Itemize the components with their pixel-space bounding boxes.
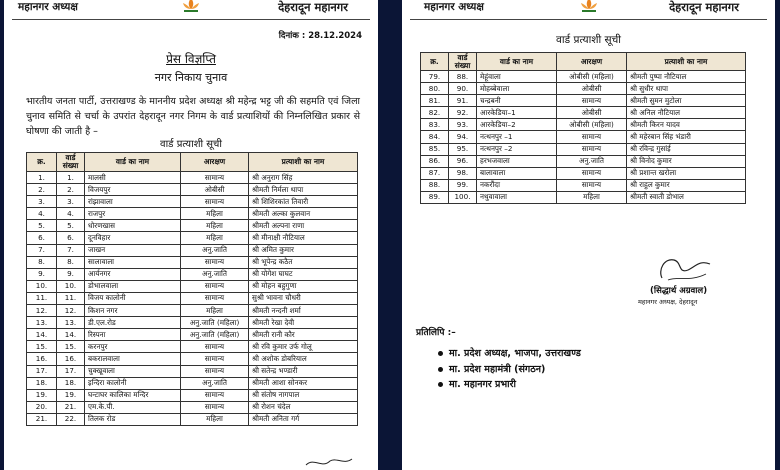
cell-ward-number: 11. [57,292,85,304]
cell-reservation: अनु.जाति [181,244,249,256]
cell-candidate: श्री अमित कुमार [249,244,358,256]
cell-candidate: श्री अनुराग सिंह [249,172,358,184]
cell-ward-number: 7. [57,244,85,256]
col-ward-name: वार्ड का नाम [85,153,181,172]
signature-mark [654,252,718,286]
cell-ward-name: हरभजवाला [477,155,557,167]
cell-candidate: श्रीमती अल्का कुलवान [249,208,358,220]
cell-ward-number: 22. [57,413,85,425]
cell-ward-number: 19. [57,389,85,401]
announcement-paragraph: भारतीय जनता पार्टी, उत्तराखण्ड के माननीय प्रदेश अध्यक्ष श्री महेन्द्र भट्ट जी की सहमति एवं जिला चुनाव समिति से चर्चा के उपरांत देहरादून नगर निगम के वार्ड प्रत्याशियों की निम्नलिखित प्रकार से घोषणा की जाती है – [26,96,360,137]
table-row [421,107,746,119]
letterhead-left-text: महानगर अध्यक्ष [18,1,78,13]
cell-serial: 9. [27,268,57,280]
letterhead [402,0,775,26]
cell-ward-number: 88. [449,71,477,83]
cell-reservation: महिला [181,208,249,220]
col-candidate-name: प्रत्याशी का नाम [249,153,358,172]
signatory-title: महानगर अध्यक्ष, देहरादून [638,298,698,306]
table-row [27,401,358,413]
cell-ward-name: आरकेडिया–2 [477,119,557,131]
cell-ward-number: 91. [449,95,477,107]
cell-ward-name: किशन नगर [85,305,181,317]
cell-serial: 83. [421,119,449,131]
cell-ward-name: एम.के.पी. [85,401,181,413]
letterhead [4,0,378,26]
cell-ward-name: मोहब्बेवाला [477,83,557,95]
cell-reservation: सामान्य [181,292,249,304]
col-reservation: आरक्षण [181,153,249,172]
cell-serial: 17. [27,365,57,377]
cell-candidate: श्रीमती अल्पना राणा [249,220,358,232]
cell-candidate: श्री रवि कुमार उर्फ गोलू [249,341,358,353]
col-reservation: आरक्षण [557,53,627,71]
table-row [27,232,358,244]
table-row [421,167,746,179]
cell-ward-name: चुक्खूवाला [85,365,181,377]
table-row [27,220,358,232]
cell-ward-name: आरकेडिया–1 [477,107,557,119]
cell-ward-number: 10. [57,280,85,292]
table-row [421,119,746,131]
cell-serial: 88. [421,179,449,191]
cell-ward-number: 95. [449,143,477,155]
cell-reservation: ओबीसी (महिला) [557,119,627,131]
cell-ward-number: 2. [57,184,85,196]
cell-candidate: श्रीमती निर्मला थापा [249,184,358,196]
ward-list-title: वार्ड प्रत्याशी सूची [160,139,222,150]
table-row [27,413,358,425]
party-lotus-logo-icon [578,0,600,14]
cell-ward-number: 21. [57,401,85,413]
cell-ward-name: तिलक रोड [85,413,181,425]
cc-item: मा. प्रदेश महामंत्री (संगठन) [438,362,545,375]
cell-candidate: श्री शिशिरकांत तिवारी [249,196,358,208]
table-row [421,155,746,167]
cell-serial: 81. [421,95,449,107]
cell-candidate: श्री मीनाक्षी नौटियाल [249,232,358,244]
cell-ward-number: 96. [449,155,477,167]
cell-serial: 12. [27,305,57,317]
table-row [421,179,746,191]
table-row [421,71,746,83]
table-row [27,196,358,208]
col-serial: क्र. [27,153,57,172]
table-row [27,329,358,341]
cell-candidate: श्री अनिल नौटियाल [627,107,746,119]
cell-serial: 85. [421,143,449,155]
table-row [27,172,358,184]
cell-serial: 5. [27,220,57,232]
cell-ward-number: 14. [57,329,85,341]
cell-reservation: सामान्य [181,389,249,401]
cell-candidate: श्री रोशन चंदेल [249,401,358,413]
cell-ward-name: विजय कालोनी [85,292,181,304]
cell-serial: 8. [27,256,57,268]
cell-serial: 14. [27,329,57,341]
cell-ward-number: 94. [449,131,477,143]
letterhead-right-text: देहरादून महानगर [278,0,348,14]
cell-ward-number: 99. [449,179,477,191]
cell-ward-number: 5. [57,220,85,232]
cell-serial: 13. [27,317,57,329]
cell-reservation: सामान्य [181,401,249,413]
col-serial: क्र. [421,53,449,71]
cell-ward-name: राजपुर [85,208,181,220]
cell-ward-number: 3. [57,196,85,208]
header-divider [12,19,370,20]
party-lotus-logo-icon [180,0,202,14]
cell-ward-name: नथुवावाला [477,191,557,203]
cell-ward-name: धोरणखास [85,220,181,232]
cell-ward-number: 98. [449,167,477,179]
cell-serial: 89. [421,191,449,203]
table-row [27,208,358,220]
bullet-icon [438,351,443,356]
cell-candidate: श्री योगेश घाघट [249,268,358,280]
cell-candidate: श्रीमती अनिता गर्ग [249,413,358,425]
cell-reservation: अनु.जाति [181,377,249,389]
cell-candidate: सुश्री भावना चौधरी [249,292,358,304]
cc-item: मा. महानगर प्रभारी [438,377,516,390]
cell-serial: 16. [27,353,57,365]
cell-ward-name: मेहूंवाला [477,71,557,83]
signatory-name: (सिद्धार्थ अग्रवाल) [650,286,708,296]
cell-ward-name: मालसी [85,172,181,184]
cell-candidate: श्री महेरबान सिंह भंडारी [627,131,746,143]
cell-ward-name: चन्द्रबनी [477,95,557,107]
cell-reservation: सामान्य [557,95,627,107]
cell-reservation: महिला [181,220,249,232]
table-row [27,365,358,377]
cell-candidate: श्रीमती रेखा देवी [249,317,358,329]
table-row [421,191,746,203]
cell-serial: 18. [27,377,57,389]
cell-candidate: श्री सतेन्द्र भण्डारी [249,365,358,377]
cell-ward-name: नत्थनपुर –1 [477,131,557,143]
col-ward-number: वार्ड संख्या [449,53,477,71]
cell-ward-number: 12. [57,305,85,317]
cell-ward-number: 92. [449,107,477,119]
cell-reservation: अनु.जाति [557,155,627,167]
table-row [27,184,358,196]
cell-candidate: श्रीमती नन्दनी शर्मा [249,305,358,317]
table-row [27,292,358,304]
cell-ward-name: घन्टाघर कालिका मन्दिर [85,389,181,401]
cell-candidate: श्रीमती पुष्पा नौटियाल [627,71,746,83]
cell-reservation: महिला [181,232,249,244]
cell-ward-number: 100. [449,191,477,203]
cell-reservation: महिला [181,305,249,317]
table-row [421,95,746,107]
table-row [27,305,358,317]
cell-ward-name: सालावाला [85,256,181,268]
press-release-title: प्रेस विज्ञप्ति [166,52,216,66]
cell-ward-number: 1. [57,172,85,184]
cell-serial: 79. [421,71,449,83]
cell-reservation: सामान्य [557,179,627,191]
cell-reservation: अनु.जाति (महिला) [181,317,249,329]
cell-serial: 6. [27,232,57,244]
cell-candidate: श्री राहुल कुमार [627,179,746,191]
cell-reservation: ओबीसी [181,184,249,196]
cell-ward-name: विजयपुर [85,184,181,196]
cell-reservation: सामान्य [181,341,249,353]
cell-reservation: महिला [181,413,249,425]
cell-candidate: श्रीमती किरन यादव [627,119,746,131]
table-row [421,143,746,155]
col-candidate-name: प्रत्याशी का नाम [627,53,746,71]
cell-reservation: सामान्य [181,353,249,365]
cell-ward-name: बालावाला [477,167,557,179]
cell-candidate: श्री विनोद कुमार [627,155,746,167]
cell-ward-name: इन्दिरा कालोनी [85,377,181,389]
press-release-page-right [402,0,775,470]
cell-reservation: सामान्य [557,131,627,143]
cell-ward-number: 9. [57,268,85,280]
table-row [421,131,746,143]
table-row [27,341,358,353]
cell-ward-name: बकरालवाला [85,353,181,365]
header-divider [410,19,767,20]
cell-serial: 11. [27,292,57,304]
cell-serial: 7. [27,244,57,256]
ward-list-title: वार्ड प्रत्याशी सूची [555,34,622,46]
cell-ward-number: 93. [449,119,477,131]
cell-reservation: सामान्य [557,143,627,155]
cell-reservation: सामान्य [181,365,249,377]
cell-candidate: श्री संतोष नागपाल [249,389,358,401]
cell-ward-number: 13. [57,317,85,329]
cell-ward-name: नत्थनपुर –2 [477,143,557,155]
bullet-icon [438,382,443,387]
cell-candidate: श्री अशोक डोबरियाल [249,353,358,365]
press-release-subtitle: नगर निकाय चुनाव [154,71,228,84]
cell-ward-number: 16. [57,353,85,365]
cell-serial: 1. [27,172,57,184]
cell-reservation: ओबीसी [557,83,627,95]
cell-ward-name: दूनविहार [85,232,181,244]
table-row [27,280,358,292]
cell-reservation: ओबीसी (महिला) [557,71,627,83]
cell-ward-name: करनपुर [85,341,181,353]
cell-serial: 10. [27,280,57,292]
cell-candidate: श्रीमती आशा सोनकर [249,377,358,389]
cell-serial: 3. [27,196,57,208]
letterhead-right-text: देहरादून महानगर [669,0,739,14]
date-label: दिनांक : 28.12.2024 [278,31,362,41]
cell-reservation: अनु.जाति (महिला) [181,329,249,341]
cell-ward-name: आर्यनगर [85,268,181,280]
cell-candidate: श्रीमती सुमन मुटोला [627,95,746,107]
cell-ward-number: 8. [57,256,85,268]
cell-serial: 80. [421,83,449,95]
cell-reservation: ओबीसी [557,107,627,119]
cc-item: मा. प्रदेश अध्यक्ष, भाजपा, उत्तराखण्ड [438,346,581,359]
table-row [27,256,358,268]
cell-reservation: सामान्य [181,280,249,292]
cell-serial: 2. [27,184,57,196]
cc-label: प्रतिलिपि :– [416,328,456,338]
cell-serial: 82. [421,107,449,119]
cell-serial: 84. [421,131,449,143]
cell-serial: 20. [27,401,57,413]
cell-ward-number: 17. [57,365,85,377]
cell-serial: 19. [27,389,57,401]
col-ward-number: वार्ड संख्या [57,153,85,172]
cell-ward-number: 90. [449,83,477,95]
cell-ward-name: रांझावाला [85,196,181,208]
cell-ward-name: रिस्पना [85,329,181,341]
cell-reservation: महिला [557,191,627,203]
cell-ward-number: 15. [57,341,85,353]
signature-fragment [304,455,354,469]
press-release-page-left [4,0,378,470]
cell-ward-name: डी.एल.रोड [85,317,181,329]
cell-candidate: श्रीमती स्वाती डोभाल [627,191,746,203]
cell-ward-number: 4. [57,208,85,220]
cell-reservation: सामान्य [181,256,249,268]
cell-candidate: श्रीमती रानी कौर [249,329,358,341]
table-row [27,244,358,256]
cell-serial: 21. [27,413,57,425]
cell-candidate: श्री प्रशान्त खरोला [627,167,746,179]
cell-ward-name: जाखन [85,244,181,256]
cell-reservation: सामान्य [181,196,249,208]
cell-reservation: सामान्य [181,172,249,184]
cell-serial: 86. [421,155,449,167]
cell-candidate: श्री भूपेन्द्र कठैत [249,256,358,268]
cell-ward-name: नकरौंदा [477,179,557,191]
cell-candidate: श्री सुधीर थापा [627,83,746,95]
ward-candidate-table [420,52,746,204]
cell-candidate: श्री रविन्द्र गुसांई [627,143,746,155]
cell-reservation: सामान्य [557,167,627,179]
table-row [27,389,358,401]
bullet-icon [438,367,443,372]
table-row [27,317,358,329]
table-row [27,353,358,365]
table-row [27,377,358,389]
table-row [421,83,746,95]
cell-serial: 87. [421,167,449,179]
ward-candidate-table [26,152,358,426]
table-row [27,268,358,280]
col-ward-name: वार्ड का नाम [477,53,557,71]
letterhead-left-text: महानगर अध्यक्ष [424,1,484,13]
cell-reservation: अनु.जाति [181,268,249,280]
cell-serial: 4. [27,208,57,220]
cell-candidate: श्री मोहन बहुगुणा [249,280,358,292]
cell-ward-number: 6. [57,232,85,244]
cell-ward-name: डोभालवाला [85,280,181,292]
cell-serial: 15. [27,341,57,353]
cell-ward-number: 18. [57,377,85,389]
